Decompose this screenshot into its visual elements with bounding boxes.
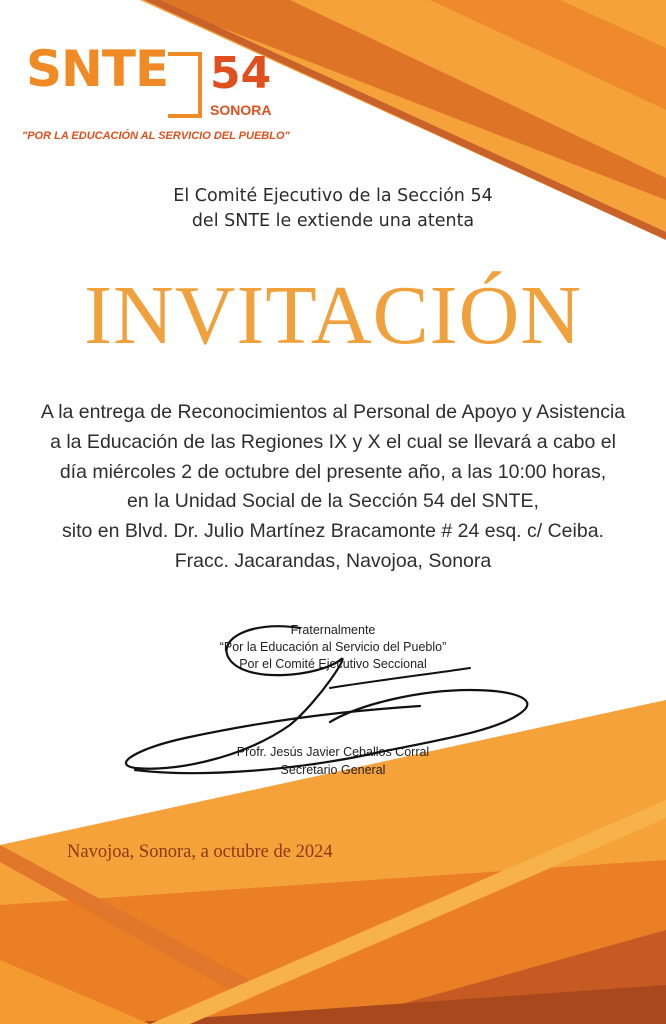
body-line: en la Unidad Social de la Sección 54 del SNTE, <box>127 490 539 513</box>
closing-motto: “Por la Educación al Servicio del Pueblo” <box>219 640 447 654</box>
signer-name: Profr. Jesús Javier Ceballos Corral <box>236 745 430 759</box>
logo-section-number: 54 <box>210 48 272 99</box>
logo-state: SONORA <box>210 102 272 118</box>
body-line: sito en Blvd. Dr. Julio Martínez Bracamonte # 24 esq. c/ Ceiba. <box>62 520 604 543</box>
closing-committee: Por el Comité Ejecutivo Seccional <box>239 657 427 671</box>
signature-stroke-line <box>330 668 470 688</box>
intro-line-1: El Comité Ejecutivo de la Sección 54 <box>173 186 493 206</box>
logo-motto: "POR LA EDUCACIÓN AL SERVICIO DEL PUEBLO" <box>22 130 290 142</box>
place-date: Navojoa, Sonora, a octubre de 2024 <box>67 842 333 862</box>
body-line: a la Educación de las Regiones IX y X el cual se llevará a cabo el <box>50 430 616 453</box>
signer-title: Secretario General <box>280 763 386 777</box>
logo-snte-text: SNTE <box>26 40 169 98</box>
intro-line-2: del SNTE le extiende una atenta <box>191 211 475 231</box>
body-line: A la entrega de Reconocimientos al Personal de Apoyo y Asistencia <box>40 401 626 423</box>
signature-stroke-loop <box>126 626 420 769</box>
closing-salutation: Fraternalmente <box>290 623 376 637</box>
body-line: Fracc. Jacarandas, Navojoa, Sonora <box>174 549 492 572</box>
signature-stroke-main <box>135 690 527 773</box>
invitation-title: INVITACIÓN <box>84 269 582 362</box>
body-line: día miércoles 2 de octubre del presente año, a las 10:00 horas, <box>59 460 607 483</box>
